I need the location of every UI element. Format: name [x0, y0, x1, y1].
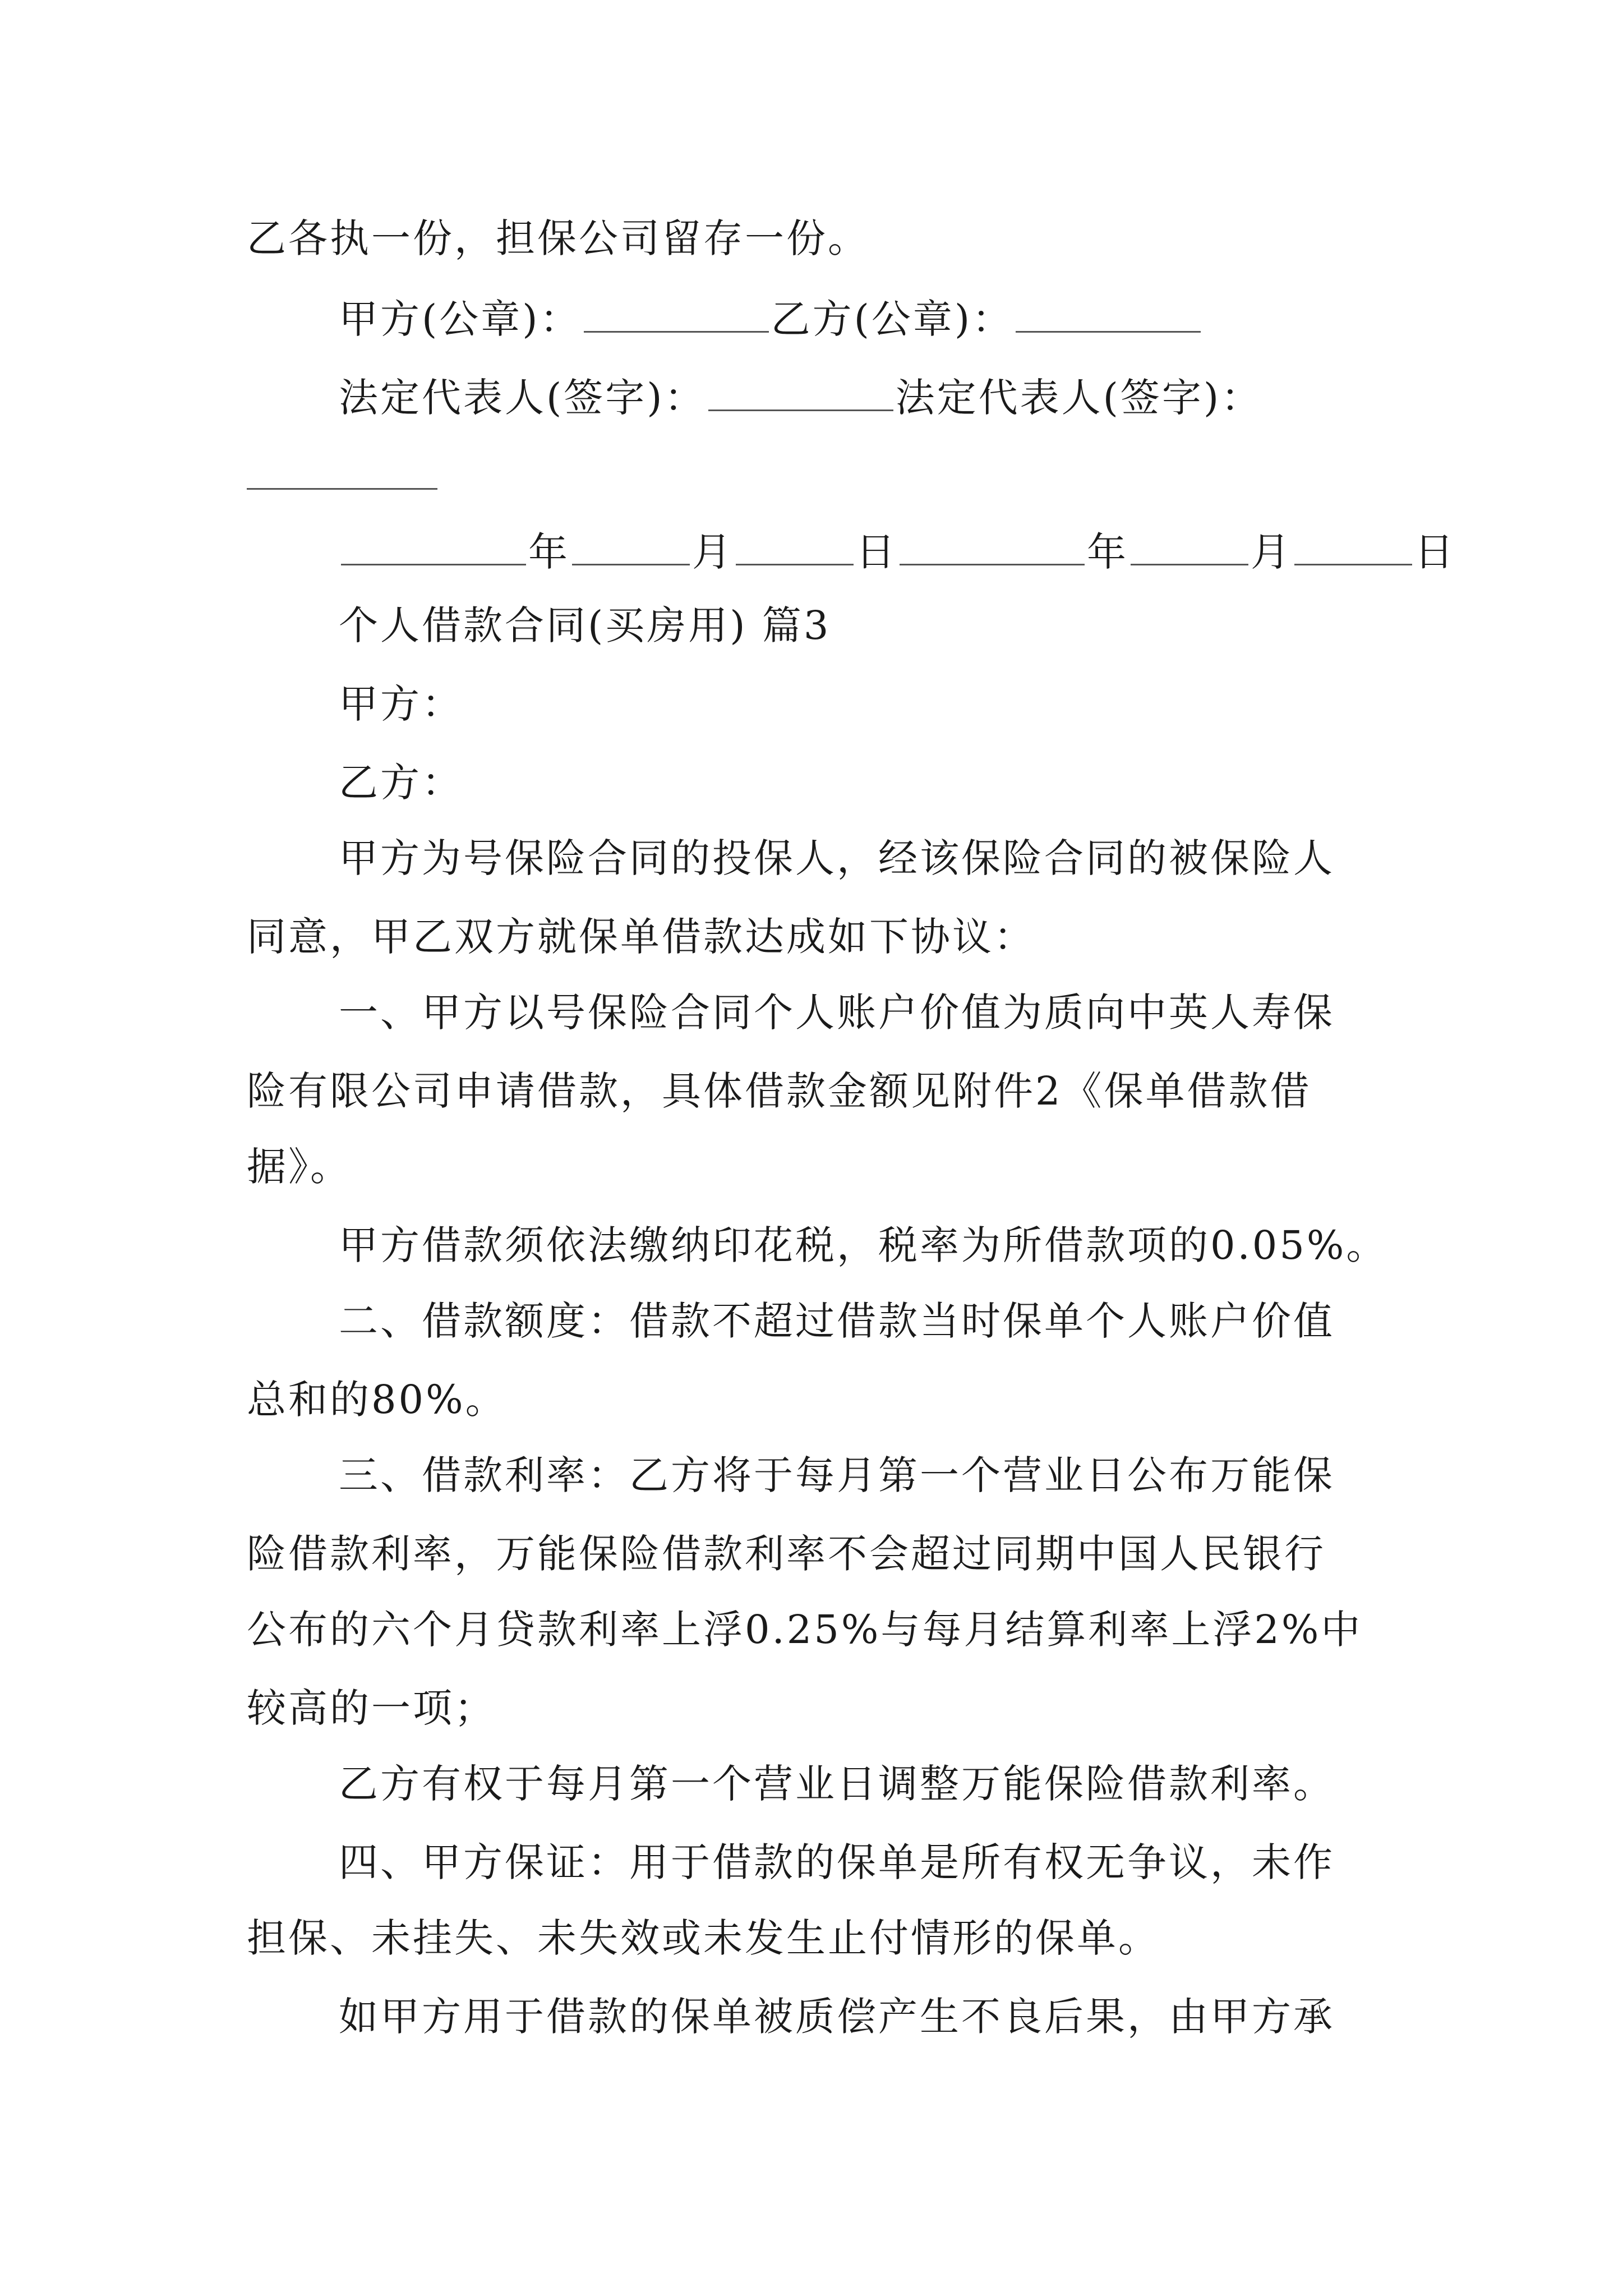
text-line: 乙各执一份，担保公司留存一份。 — [247, 215, 869, 261]
party-a-representative-blank — [708, 376, 893, 411]
text-line: 如甲方用于借款的保单被质偿产生不良后果，由甲方承 — [339, 1994, 1335, 2040]
text-line: 险借款利率，万能保险借款利率不会超过同期中国人民银行 — [247, 1531, 1326, 1577]
text-line: 险有限公司申请借款，具体借款金额见附件2《保单借款借 — [247, 1068, 1312, 1114]
party-a-year-blank — [341, 530, 526, 565]
party-b-seal-blank — [1016, 297, 1201, 333]
party-b-representative-blank — [247, 488, 437, 490]
clause-4: 四、甲方保证：用于借款的保单是所有权无争议，未作 — [339, 1839, 1335, 1885]
party-a-day-blank — [736, 530, 854, 565]
party-a-representative-label: 法定代表人(签字)： — [339, 375, 706, 421]
party-b-year-blank — [900, 530, 1085, 565]
signature-line-representative — [339, 375, 1404, 421]
text-line: 乙方有权于每月第一个营业日调整万能保险借款利率。 — [339, 1761, 1335, 1807]
section-heading: 个人借款合同(买房用) 篇3 — [339, 602, 831, 648]
party-a-label: 甲方： — [339, 681, 463, 727]
party-b-month-blank — [1131, 530, 1248, 565]
clause-2: 二、借款额度：借款不超过借款当时保单个人账户价值 — [339, 1298, 1335, 1344]
party-b-day-blank — [1294, 530, 1412, 565]
text-line: 同意，甲乙双方就保单借款达成如下协议： — [247, 914, 1035, 960]
party-b-seal-label: 乙方(公章)： — [771, 296, 1014, 342]
text-line: 公布的六个月贷款利率上浮0.25%与每月结算利率上浮2%中 — [247, 1607, 1363, 1653]
clause-1: 一、甲方以号保险合同个人账户价值为质向中英人寿保 — [339, 990, 1335, 1036]
text-line: 甲方借款须依法缴纳印花税，税率为所借款项的0.05%。 — [339, 1222, 1388, 1268]
party-a-seal-blank — [584, 297, 769, 333]
party-b-label: 乙方： — [339, 760, 463, 806]
date-line: 年 月 日 年 月 日 — [339, 530, 1404, 572]
clause-3: 三、借款利率：乙方将于每月第一个营业日公布万能保 — [339, 1452, 1335, 1498]
party-a-month-blank — [572, 530, 690, 565]
text-line: 据》。 — [247, 1144, 352, 1190]
text-line: 担保、未挂失、未失效或未发生止付情形的保单。 — [247, 1915, 1160, 1961]
party-a-seal-label: 甲方(公章)： — [339, 296, 582, 342]
text-line: 总和的80%。 — [247, 1377, 507, 1423]
signature-line-seal — [339, 296, 1404, 342]
text-line: 较高的一项； — [247, 1685, 496, 1731]
party-b-representative-label: 法定代表人(签字)： — [895, 375, 1263, 421]
text-line: 甲方为号保险合同的投保人，经该保险合同的被保险人 — [339, 835, 1335, 881]
